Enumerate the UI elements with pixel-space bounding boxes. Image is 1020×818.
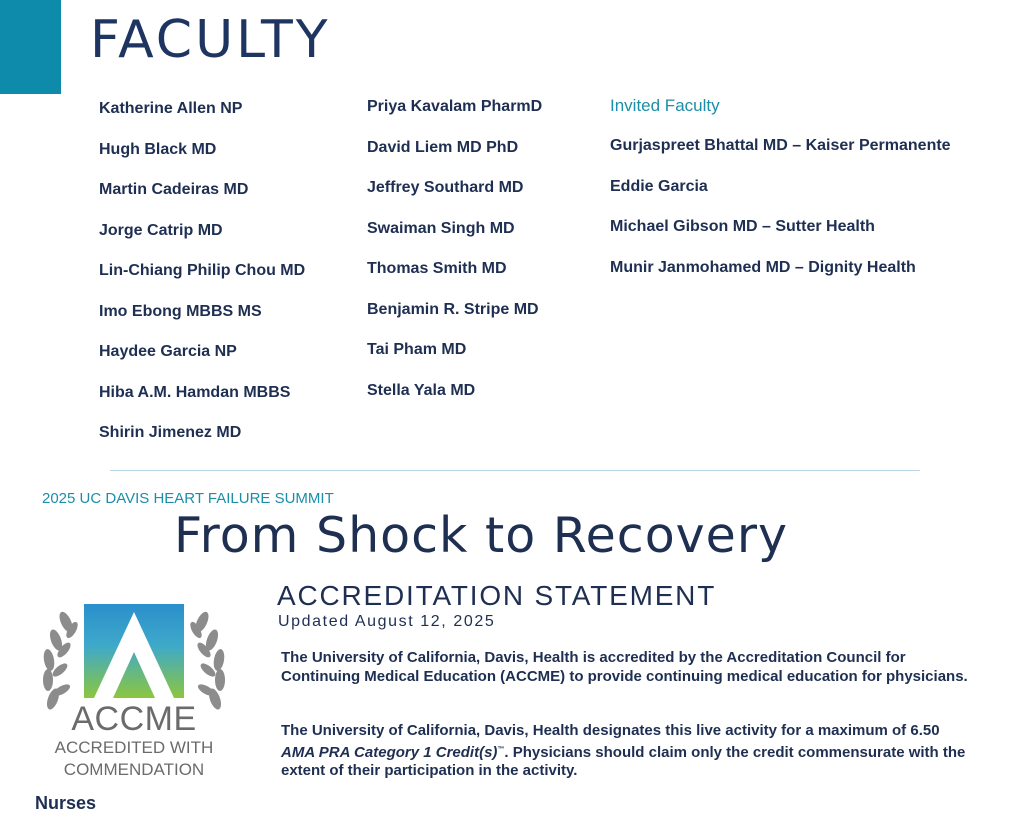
faculty-name: Benjamin R. Stripe MD xyxy=(367,300,539,318)
faculty-name: Stella Yala MD xyxy=(367,381,476,399)
invited-faculty-name: Gurjaspreet Bhattal MD – Kaiser Permanente xyxy=(610,137,951,154)
accreditation-heading: ACCREDITATION STATEMENT xyxy=(277,580,717,611)
faculty-name: Tai Pham MD xyxy=(367,341,467,358)
nurses-heading: Nurses xyxy=(35,793,97,813)
faculty-name: Lin-Chiang Philip Chou MD xyxy=(99,262,306,279)
accreditation-paragraph: The University of California, Davis, Health is accredited by the Accreditation Council for Continuing Medical Education (ACCME) to provide continuing medical education for physicians. xyxy=(281,649,968,685)
invited-faculty-heading: Invited Faculty xyxy=(610,96,720,115)
faculty-name: Hiba A.M. Hamdan MBBS xyxy=(99,383,291,401)
invited-faculty-name: Michael Gibson MD – Sutter Health xyxy=(610,218,875,235)
credit-text-after: . Physicians should claim only the credit commensurate with the extent of their participation in the activity. xyxy=(281,743,966,779)
faculty-name: Jorge Catrip MD xyxy=(99,221,223,239)
faculty-name: Shirin Jimenez MD xyxy=(99,424,242,441)
faculty-name: Priya Kavalam PharmD xyxy=(367,98,543,115)
credit-text-before: The University of California, Davis, Health designates this live activity for a maximum of 6.50 xyxy=(281,722,940,739)
badge-word: ACCME xyxy=(71,700,197,738)
section-divider xyxy=(110,470,920,471)
faculty-column-2 xyxy=(367,97,542,421)
credit-designation-paragraph xyxy=(281,722,971,781)
invited-faculty-name: Eddie Garcia xyxy=(610,177,708,195)
faculty-name: Thomas Smith MD xyxy=(367,260,507,277)
updated-date: Updated August 12, 2025 xyxy=(278,613,496,630)
credit-name: AMA PRA Category 1 Credit(s) xyxy=(281,743,498,761)
badge-line-2: COMMENDATION xyxy=(63,760,205,779)
faculty-column-1 xyxy=(99,99,305,464)
invited-faculty-column xyxy=(610,96,951,298)
teal-accent-block xyxy=(0,0,61,94)
faculty-name: Imo Ebong MBBS MS xyxy=(99,302,262,320)
summit-label: 2025 UC DAVIS HEART FAILURE SUMMIT xyxy=(42,490,334,507)
faculty-name: Jeffrey Southard MD xyxy=(367,179,524,196)
invited-faculty-name: Munir Janmohamed MD – Dignity Health xyxy=(610,258,916,276)
faculty-name: Hugh Black MD xyxy=(99,140,217,158)
faculty-name: Swaiman Singh MD xyxy=(367,219,515,237)
badge-line-1: ACCREDITED WITH xyxy=(54,738,214,757)
faculty-name: Haydee Garcia NP xyxy=(99,343,237,360)
faculty-name: Martin Cadeiras MD xyxy=(99,181,249,198)
faculty-name: David Liem MD PhD xyxy=(367,138,519,156)
summit-title: From Shock to Recovery xyxy=(174,507,788,564)
faculty-title: FACULTY xyxy=(90,10,331,70)
faculty-name: Katherine Allen NP xyxy=(99,100,243,117)
trademark-mark: ™ xyxy=(497,745,505,753)
